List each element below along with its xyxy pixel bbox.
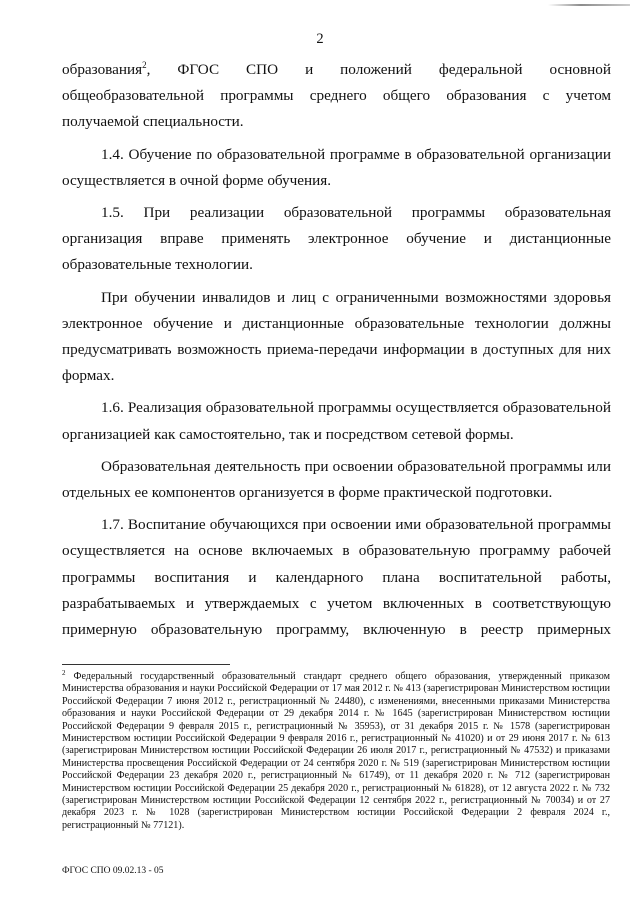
paragraph-text-after: , ФГОС СПО и положений федеральной основной общеобразовательной программы среднего общего образования с учетом получаемой специальности. <box>62 61 611 131</box>
paragraph-1-6: 1.6. Реализация образовательной программы осуществляется образовательной организацией как самостоятельно, так и посредством сетевой формы. <box>62 399 611 443</box>
footnote-reference[interactable]: 2 <box>142 60 147 70</box>
main-text <box>62 57 611 649</box>
scan-artifact-line <box>548 4 630 6</box>
footnote-marker: 2 <box>62 669 66 677</box>
footnote-separator <box>62 664 230 665</box>
paragraph-continuation <box>62 57 611 136</box>
page-number: 2 <box>316 31 324 47</box>
document-code: ФГОС СПО 09.02.13 - 05 <box>62 866 164 876</box>
paragraph-1-7: 1.7. Воспитание обучающихся при освоении ими образовательной программы осуществляется на основе включаемых в образовательную программу рабочей программы воспитания и календарного плана воспитательной работы, разрабатываемых и утверждаемых с учетом включенных в соответствующую примерную образовательную программу, включенную в реестр примерных <box>62 516 611 639</box>
footnote-text: Федеральный государственный образовательный стандарт среднего общего образования, утвержденный приказом Министерства образования и науки Российской Федерации от 17 мая 2012 г. № 413 (зарегистрирован Министерством юстиции Российской Федерации 7 июня 2012 г., регистрационный № 24480), с изменениями, внесенными приказами Министерства образования и науки Российской Федерации от 29 декабря 2014 г. № 1645 (зарегистрирован Министерством юстиции Российской Федерации 9 февраля 2015 г., регистрационный № 35953), от 31 декабря 2015 г. № 1578 (зарегистрирован Министерством юстиции Российской Федерации 9 февраля 2016 г., регистрационный № 41020) и от 29 июня 2017 г. № 613 (зарегистрирован Министерством юстиции Российской Федерации 26 июля 2017 г., регистрационный № 47532) и приказами Министерства просвещения Российской Федерации от 24 сентября 2020 г. № 519 (зарегистрирован Министерством юстиции Российской Федерации 23 декабря 2020 г., регистрационный № 61749), от 11 декабря 2020 г. № 712 (зарегистрирован Министерством юстиции Российской Федерации 25 декабря 2020 г., регистрационный № 61828), от 12 августа 2022 г. № 732 (зарегистрирован Министерством юстиции Российской Федерации 12 сентября 2022 г., регистрационный № 70034) и от 27 декабря 2023 г. № 1028 (зарегистрирован Министерством юстиции Российской Федерации 2 февраля 2024 г., регистрационный № 77121). <box>62 671 610 831</box>
paragraph-1-4: 1.4. Обучение по образовательной программе в образовательной организации осуществляется в очной форме обучения. <box>62 145 611 189</box>
paragraph-disabilities: При обучении инвалидов и лиц с ограниченными возможностями здоровья электронное обучение и дистанционные образовательные технологии должны предусматривать возможность приема-передачи информации в доступных для них формах. <box>62 288 611 385</box>
paragraph-1-5: 1.5. При реализации образовательной программы образовательная организация вправе применять электронное обучение и дистанционные образовательные технологии. <box>62 204 611 274</box>
paragraph-text: образования <box>62 61 143 78</box>
footnote <box>62 671 610 832</box>
paragraph-practical-training: Образовательная деятельность при освоении образовательной программы или отдельных ее компонентов организуется в форме практической подготовки. <box>62 457 611 502</box>
